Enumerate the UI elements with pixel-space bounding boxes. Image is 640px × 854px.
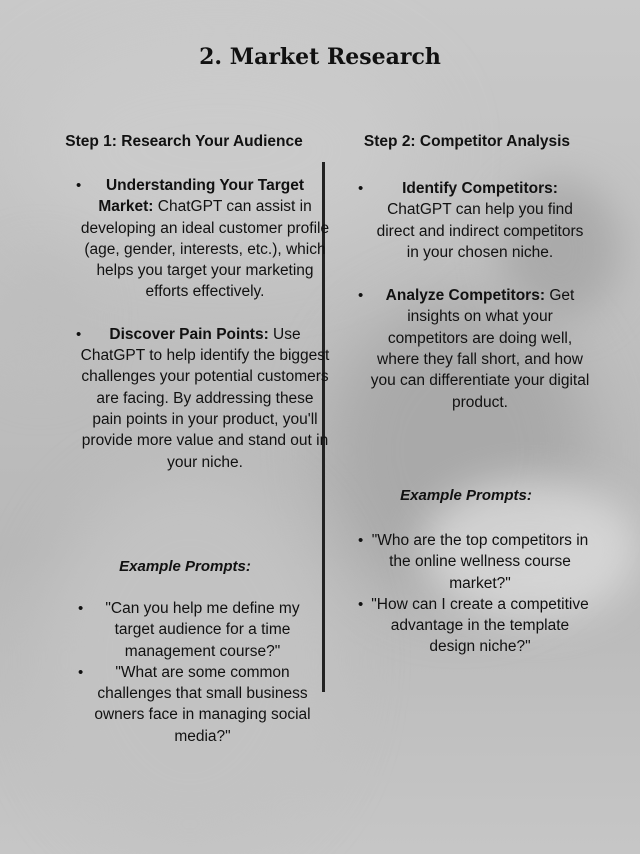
prompt-text: "Can you help me define my target audience for a time management course?" — [105, 600, 300, 660]
list-item — [358, 594, 590, 658]
bullet-icon: • — [358, 287, 364, 305]
bullet-icon: • — [358, 180, 364, 197]
step1-prompts-list — [78, 598, 315, 747]
list-item — [76, 175, 330, 303]
step1-heading: Step 1: Research Your Audience — [65, 133, 303, 150]
prompt-text: "What are some common challenges that small business owners face in managing social media?" — [94, 663, 311, 745]
list-item — [76, 324, 330, 473]
point-text: ChatGPT can help you find direct and indirect competitors in your chosen niche. — [376, 201, 584, 261]
list-item — [358, 530, 590, 594]
step2-prompts-list — [358, 530, 590, 658]
step2-heading: Step 2: Competitor Analysis — [363, 133, 571, 150]
list-item — [358, 285, 590, 413]
list-item — [358, 178, 590, 263]
list-item — [78, 598, 315, 662]
point-label: Understanding Your Target Market: — [98, 177, 305, 216]
point-label: Identify Competitors: — [402, 180, 558, 197]
step1-prompts-heading: Example Prompts: — [119, 558, 251, 575]
bullet-icon: • — [76, 325, 82, 343]
bullet-icon: • — [358, 532, 364, 549]
page-title: 2. Market Research — [199, 44, 441, 70]
point-label: Discover Pain Points: — [109, 325, 269, 343]
prompt-text: "How can I create a competitive advantage in the template design niche?" — [371, 595, 589, 656]
step2-points-list — [358, 178, 590, 413]
bullet-icon: • — [78, 663, 84, 681]
point-text: ChatGPT can assist in developing an ideal customer profile (age, gender, interests, etc.), which helps you target your marketing efforts effectively. — [80, 198, 330, 301]
bullet-icon: • — [78, 600, 84, 617]
bullet-icon: • — [358, 595, 364, 613]
point-label: Analyze Competitors: — [385, 287, 546, 305]
list-item — [78, 662, 315, 747]
prompt-text: "Who are the top competitors in the online wellness course market?" — [371, 532, 589, 592]
step1-points-list — [76, 175, 330, 473]
point-text: Use ChatGPT to help identify the biggest challenges your potential customers are facing. By addressing these pain points in your product, you'll provide more value and stand out in your niche. — [80, 325, 330, 471]
step2-prompts-heading: Example Prompts: — [400, 487, 532, 504]
point-text: Get insights on what your competitors are doing well, where they fall short, and how you can differentiate your digital product. — [370, 287, 590, 411]
bullet-icon: • — [76, 177, 82, 194]
